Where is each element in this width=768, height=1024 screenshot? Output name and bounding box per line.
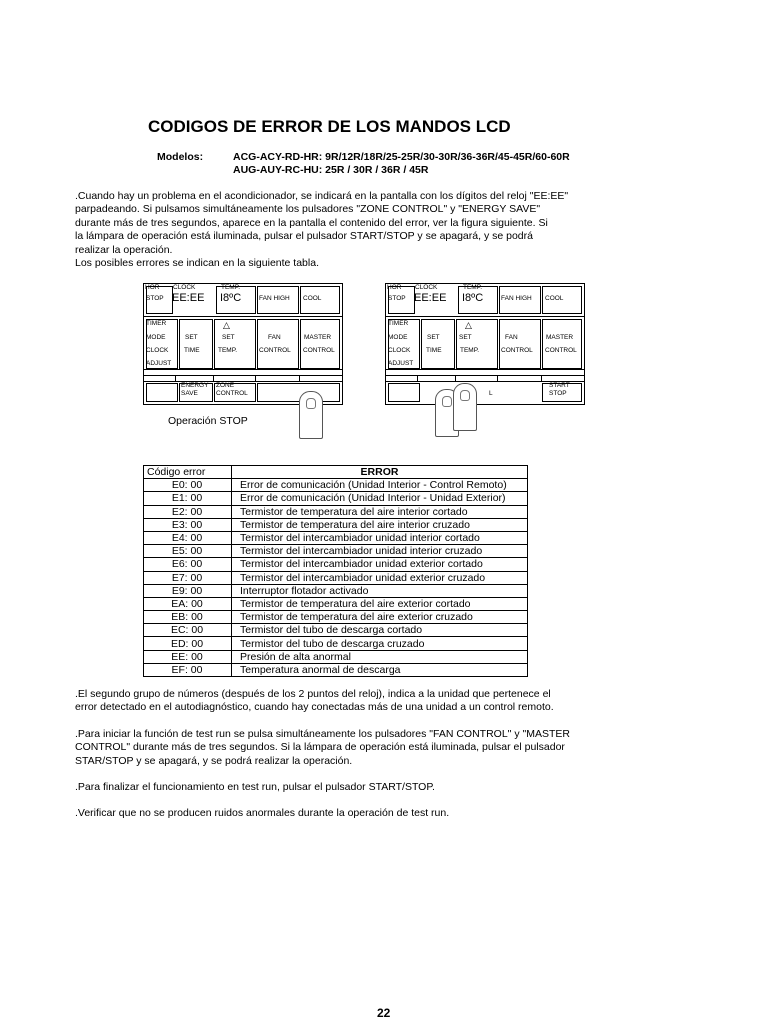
set-label: SET [222,334,235,341]
header-error: ERROR [232,466,528,479]
timer-label: TIMER [388,320,409,327]
table-row [144,611,528,624]
paragraph-test-run-start [75,728,610,768]
intro-line: durante más de tres segundos, aparece en la pantalla el contenido del error, ver la figura siguiente. Si [75,216,548,229]
save-label: SAVE [181,390,198,397]
fan-label: FAN [505,334,518,341]
set-label: SET [185,334,198,341]
mode-label: MODE [388,334,408,341]
lcd-fan-high-label: FAN HIGH [259,295,290,302]
set-label: SET [427,334,440,341]
lcd-hor-label: HOR [387,284,402,291]
models-line-2: AUG-AUY-RC-HU: 25R / 30R / 36R / 45R [233,164,429,176]
zone-label: ZONE [216,382,235,389]
adjust-label: ADJUST [388,360,414,367]
error-description: Termistor del intercambiador unidad exterior cruzado [232,571,528,584]
lcd-temp-display: I8ºC [462,292,484,304]
models-label: Modelos: [157,151,204,163]
page-number: 22 [377,1006,391,1020]
error-description: Termistor del intercambiador unidad interior cruzado [232,545,528,558]
intro-line: la lámpara de operación está iluminada, pulsar el pulsador START/STOP y se apagará, y se podrá [75,230,533,243]
error-code: EC: 00 [144,624,232,637]
error-code: E4: 00 [144,531,232,544]
intro-line: .Cuando hay un problema en el acondicionador, se indicará en la pantalla con los dígitos del reloj "EE:EE" [75,190,569,202]
operation-stop-caption: Operación STOP [168,415,248,427]
error-description: Presión de alta anormal [232,650,528,663]
error-code: E2: 00 [144,505,232,518]
intro-paragraph [75,190,610,270]
lcd-clock-label: CLOCK [415,284,438,291]
error-code: ED: 00 [144,637,232,650]
adjust-label: ADJUST [146,360,172,367]
master-label: MASTER [304,334,332,341]
lcd-fan-high-label: FAN HIGH [501,295,532,302]
temp-label: TEMP. [218,347,238,354]
table-row [144,479,528,492]
stop-label: STOP [549,390,567,397]
lcd-temp-display: I8ºC [220,292,242,304]
temp-label: TEMP. [460,347,480,354]
error-description: Termistor de temperatura del aire interior cortado [232,505,528,518]
table-row [144,571,528,584]
paragraph-line: error detectado en el autodiagnóstico, cuando hay conectadas más de una unidad a un control remoto. [75,701,554,714]
set-label: SET [459,334,472,341]
table-row [144,584,528,597]
error-description: Termistor de temperatura del aire exterior cruzado [232,611,528,624]
paragraph-line: .El segundo grupo de números (después de los 2 puntos del reloj), indica a la unidad que pertenece el [75,688,551,700]
error-code: EF: 00 [144,663,232,676]
paragraph-test-run-end [75,781,610,794]
table-row [144,518,528,531]
lcd-time-display: EE:EE [172,292,205,304]
table-row [144,637,528,650]
table-header-row [144,466,528,479]
lcd-stop-label: STOP [388,295,406,302]
paragraph-verify [75,807,610,820]
error-code: E6: 00 [144,558,232,571]
lcd-temp-label: TEMP. [221,284,241,291]
fan-control-label: CONTROL [259,347,291,354]
fan-control-label: CONTROL [501,347,533,354]
clock-label: CLOCK [146,347,169,354]
error-description: Termistor del intercambiador unidad exterior cortado [232,558,528,571]
intro-line: realizar la operación. [75,243,173,256]
mode-label: MODE [146,334,166,341]
finger-icon [299,391,323,439]
finger-icon [453,383,477,431]
lcd-time-display: EE:EE [414,292,447,304]
models-line-1: ACG-ACY-RD-HR: 9R/12R/18R/25-25R/30-30R/36-36R/45-45R/60-60R [233,151,570,163]
lcd-temp-label: TEMP. [463,284,483,291]
table-row [144,663,528,676]
header-code: Código error [144,466,232,479]
error-code: EE: 00 [144,650,232,663]
intro-line: parpadeando. Si pulsamos simultáneamente los pulsadores "ZONE CONTROL" y "ENERGY SAVE" [75,203,541,216]
table-row [144,505,528,518]
start-label: START [549,382,570,389]
error-description: Termistor del tubo de descarga cortado [232,624,528,637]
error-description: Termistor del tubo de descarga cruzado [232,637,528,650]
fan-label: FAN [268,334,281,341]
error-code: E0: 00 [144,479,232,492]
error-code: E3: 00 [144,518,232,531]
time-label: TIME [184,347,200,354]
table-row [144,597,528,610]
paragraph-second-group [75,688,610,715]
error-description: Termistor de temperatura del aire exterior cortado [232,597,528,610]
table-row [144,624,528,637]
paragraph-line: .Para iniciar la función de test run se pulsa simultáneamente los pulsadores "FAN CONTROL" y "MASTER [75,728,570,740]
error-description: Error de comunicación (Unidad Interior - Control Remoto) [232,479,528,492]
error-description: Interruptor flotador activado [232,584,528,597]
table-row [144,492,528,505]
error-code: E1: 00 [144,492,232,505]
error-code: EB: 00 [144,611,232,624]
clock-label: CLOCK [388,347,411,354]
error-description: Temperatura anormal de descarga [232,663,528,676]
master-label: MASTER [546,334,574,341]
error-code: EA: 00 [144,597,232,610]
lcd-hor-label: HOR [145,284,160,291]
error-description: Error de comunicación (Unidad Interior - Unidad Exterior) [232,492,528,505]
error-code: E5: 00 [144,545,232,558]
paragraph-line: .Para finalizar el funcionamiento en test run, pulsar el pulsador START/STOP. [75,781,435,793]
lcd-cool-label: COOL [545,295,564,302]
error-code: E9: 00 [144,584,232,597]
lcd-cool-label: COOL [303,295,322,302]
paragraph-line: CONTROL" durante más de tres segundos. Si la lámpara de operación está iluminada, pulsar el pulsador [75,741,565,754]
intro-line: Los posibles errores se indican en la siguiente tabla. [75,257,319,270]
paragraph-line: STAR/STOP y se apagará, y se podrá realizar la operación. [75,754,353,767]
table-row [144,558,528,571]
table-row [144,650,528,663]
error-description: Termistor del intercambiador unidad interior cortado [232,531,528,544]
page-title: CODIGOS DE ERROR DE LOS MANDOS LCD [148,117,511,136]
lcd-stop-label: STOP [146,295,164,302]
lcd-clock-label: CLOCK [173,284,196,291]
triangle-up-icon: △ [465,320,472,330]
l-label: L [489,390,493,397]
paragraph-line: .Verificar que no se producen ruidos anormales durante la operación de test run. [75,807,450,819]
error-code: E7: 00 [144,571,232,584]
energy-label: ENERGY [181,382,209,389]
timer-label: TIMER [146,320,167,327]
time-label: TIME [426,347,442,354]
table-row [144,545,528,558]
error-code-table [143,465,528,677]
triangle-up-icon: △ [223,320,230,330]
zone-control-label: CONTROL [216,390,248,397]
error-description: Termistor de temperatura del aire interior cruzado [232,518,528,531]
master-control-label: CONTROL [303,347,335,354]
table-row [144,531,528,544]
master-control-label: CONTROL [545,347,577,354]
lcd-panel-right [385,283,590,443]
